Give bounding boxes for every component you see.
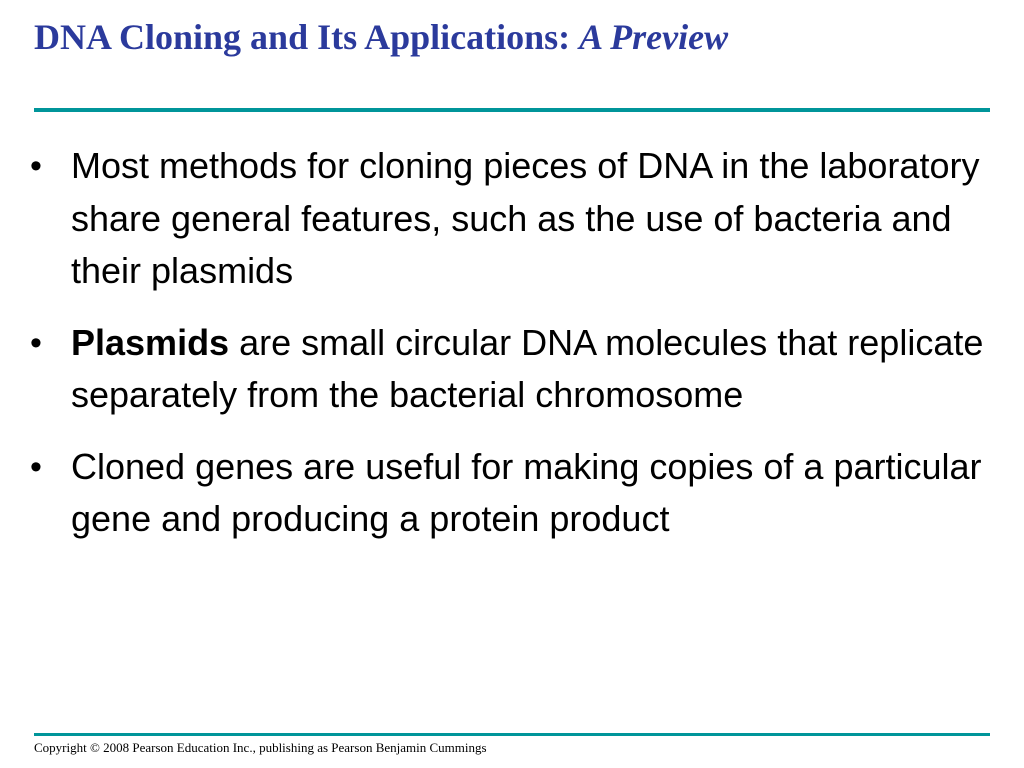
bullet-term-plasmids: Plasmids: [71, 321, 230, 363]
bullet-dot-icon: •: [30, 147, 42, 185]
bullet-item-cloned-genes: [24, 441, 994, 546]
bullet-text: Cloned genes are useful for making copies of a particular gene and producing a protein product: [71, 445, 982, 539]
bullet-item-cloning-methods: [24, 140, 994, 298]
slide-title-italic: A Preview: [579, 17, 729, 57]
footer-divider: [34, 733, 990, 736]
bullet-dot-icon: •: [30, 447, 42, 486]
title-divider: [34, 108, 990, 112]
bullet-item-plasmids: [24, 317, 994, 422]
bullet-definition: are small circular DNA molecules that replicate separately from the bacterial chromosome: [71, 321, 984, 415]
bullet-text: [71, 317, 994, 422]
bullet-dot-icon: •: [30, 323, 42, 362]
bullet-text: Most methods for cloning pieces of DNA in the laboratory share general features, such as the use of bacteria and their plasmids: [71, 145, 980, 291]
copyright-footer: Copyright © 2008 Pearson Education Inc., publishing as Pearson Benjamin Cummings: [34, 740, 487, 755]
slide-title: [34, 14, 984, 60]
slide-title-main: DNA Cloning and Its Applications:: [34, 17, 580, 57]
bullet-list: [24, 140, 994, 565]
